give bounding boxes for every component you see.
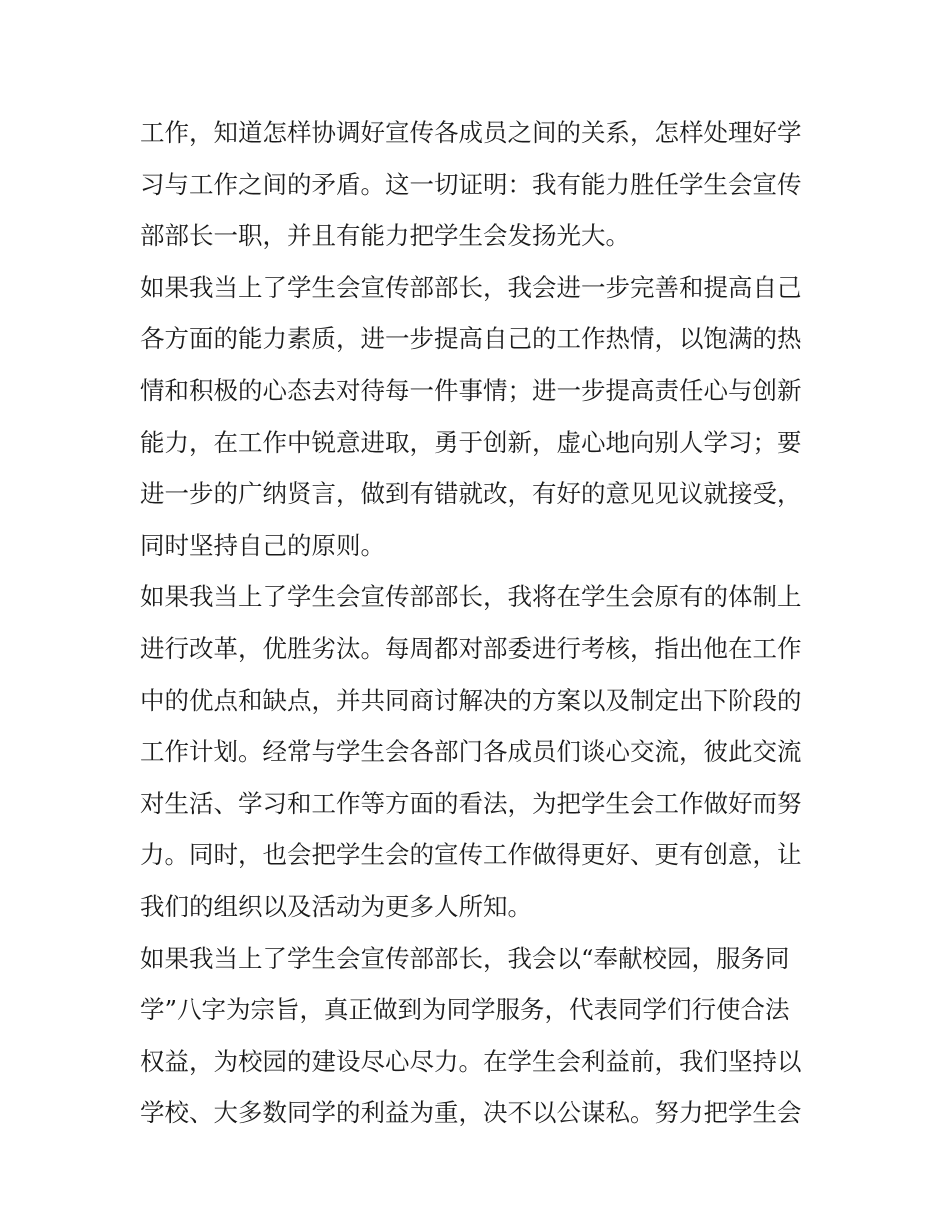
text-line: 如果我当上了学生会宣传部部长，我将在学生会原有的体制上 bbox=[140, 582, 802, 612]
text-line: 各方面的能力素质，进一步提高自己的工作热情，以饱满的热 bbox=[140, 324, 802, 354]
text-line: 情和积极的心态去对待每一件事情；进一步提高责任心与创新 bbox=[140, 375, 802, 405]
document-body bbox=[140, 107, 820, 1139]
text-line: 学校、大多数同学的利益为重，决不以公谋私。努力把学生会 bbox=[140, 1098, 802, 1128]
text-line: 力。同时，也会把学生会的宣传工作做得更好、更有创意，让 bbox=[140, 840, 802, 870]
text-line: 对生活、学习和工作等方面的看法，为把学生会工作做好而努 bbox=[140, 788, 802, 818]
text-line: 同时坚持自己的原则。 bbox=[140, 530, 385, 560]
text-line: 工作计划。经常与学生会各部门各成员们谈心交流，彼此交流 bbox=[140, 737, 802, 767]
text-line: 中的优点和缺点，并共同商讨解决的方案以及制定出下阶段的 bbox=[140, 685, 802, 715]
text-line: 权益，为校园的建设尽心尽力。在学生会利益前，我们坚持以 bbox=[140, 1046, 802, 1076]
text-line: 我们的组织以及活动为更多人所知。 bbox=[140, 891, 532, 921]
text-line: 工作，知道怎样协调好宣传各成员之间的关系，怎样处理好学 bbox=[140, 118, 802, 147]
text-line: 如果我当上了学生会宣传部部长，我会以“奉献校园，服务同 bbox=[140, 943, 790, 973]
text-line: 学”八字为宗旨，真正做到为同学服务，代表同学们行使合法 bbox=[140, 995, 790, 1025]
text-line: 能力，在工作中锐意进取，勇于创新，虚心地向别人学习；要 bbox=[140, 427, 802, 457]
text-line: 如果我当上了学生会宣传部部长，我会进一步完善和提高自己 bbox=[140, 272, 802, 302]
text-line: 进行改革，优胜劣汰。每周都对部委进行考核，指出他在工作 bbox=[140, 633, 802, 663]
text-line: 进一步的广纳贤言，做到有错就改，有好的意见见议就接受， bbox=[140, 479, 802, 509]
text-line: 习与工作之间的矛盾。这一切证明：我有能力胜任学生会宣传 bbox=[140, 169, 802, 199]
text-line: 部部长一职，并且有能力把学生会发扬光大。 bbox=[140, 221, 630, 251]
